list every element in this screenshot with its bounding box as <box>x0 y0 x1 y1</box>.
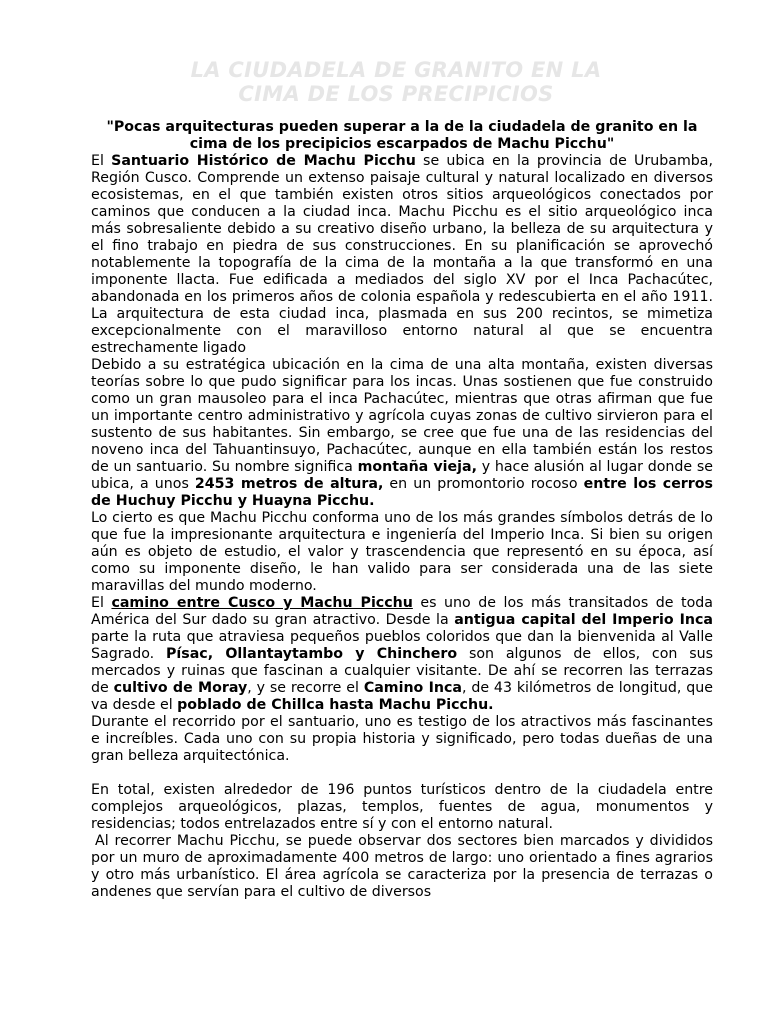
document-title <box>79 58 713 106</box>
p4-bold-camino-inca: Camino Inca <box>363 680 462 696</box>
p4-text-c: es uno de los más transitados de toda América del Sur dado su gran atractivo. Desde la <box>91 595 714 628</box>
p1-bold-santuario: Santuario Histórico de Machu Picchu <box>111 153 416 169</box>
paragraph-1 <box>91 153 713 357</box>
p4-bold-moray: cultivo de Moray <box>113 680 248 696</box>
p4-text-a: El <box>91 595 112 611</box>
p4-bold-capital: antigua capital del Imperio Inca <box>454 612 713 628</box>
p2-text-e: en un promontorio rocoso <box>383 476 584 492</box>
title-line-2: CIMA DE LOS PRECIPICIOS <box>238 82 554 106</box>
p4-bold-chillca: poblado de Chillca hasta Machu Picchu. <box>177 697 494 713</box>
p2-bold-cerros: entre los cerros de Huchuy Picchu y Huayna Picchu. <box>91 476 713 509</box>
paragraph-2 <box>91 357 713 510</box>
p4-text-g: son algunos de ellos, con sus mercados y ruinas que fascinan a cualquier visitante. De ahí se recorren las terrazas de <box>91 646 713 696</box>
p4-bold-pueblos: Písac, Ollantaytambo y Chinchero <box>166 646 458 662</box>
paragraph-7 <box>91 833 713 901</box>
paragraph-6: En total, existen alrededor de 196 puntos turísticos dentro de la ciudadela entre complejos arqueológicos, plazas, templos, fuentes de agua, monumentos y residencias; todos entrelazados entre sí y con el entorno natural. <box>91 782 713 832</box>
p4-text-k: , de 43 kilómetros de longitud, que va desde el <box>91 680 713 713</box>
document-page <box>91 58 713 901</box>
p4-link-camino[interactable]: camino entre Cusco y Machu Picchu <box>111 595 413 611</box>
paragraph-3: Lo cierto es que Machu Picchu conforma uno de los más grandes símbolos detrás de lo que fue la impresionante arquitectura e ingeniería del Imperio Inca. Si bien su origen aún es objeto de estudio, el valor y trascendencia que representó en su época, así como su imponente diseño, le han valido para ser considerada una de las siete maravillas del mundo moderno. <box>91 510 713 594</box>
document-body <box>91 153 713 901</box>
p7-text: Al recorrer Machu Picchu, se puede observar dos sectores bien marcados y divididos por un muro de aproximadamente 400 metros de largo: uno orientado a fines agrarios y otro más urbanístico. El área agrícola se caracteriza por la presencia de terrazas o andenes que servían para el cultivo de diversos <box>91 833 713 900</box>
p1-text-c: se ubica en la provincia de Urubamba, Región Cusco. Comprende un extenso paisaje cultural y natural localizado en diversos ecosistemas, en el que también existen otros sitios arqueológicos conectados por caminos que conducen a la ciudad inca. Machu Picchu es el sitio arqueológico inca más sobresaliente debido a su creativo diseño urbano, la belleza de su arquitectura y el fino trabajo en piedra de sus construcciones. En su planificación se aprovechó notablemente la topografía de la cima de la montaña a la que transformó en una imponente llacta. Fue edificada a mediados del siglo XV por el Inca Pachacútec, abandonada en los primeros años de colonia española y redescubierta en el año 1911. La arquitectura de esta ciudad inca, plasmada en sus 200 recintos, se mimetiza excepcionalmente con el maravilloso entorno natural al que se encuentra estrechamente ligado <box>91 153 713 356</box>
title-line-1: LA CIUDADELA DE GRANITO EN LA <box>190 58 602 82</box>
p2-bold-montana: montaña vieja, <box>357 459 477 475</box>
p1-text-a: El <box>91 153 112 169</box>
p4-text-e: parte la ruta que atraviesa pequeños pueblos coloridos que dan la bienvenida al Valle Sagrado. <box>91 629 713 662</box>
paragraph-4 <box>91 595 713 714</box>
paragraph-5: Durante el recorrido por el santuario, uno es testigo de los atractivos más fascinantes e increíbles. Cada uno con su propia historia y significado, pero todas dueñas de una gran belleza arquitectónica. <box>91 714 713 764</box>
p4-text-i: , y se recorre el <box>247 680 364 696</box>
blank-line <box>91 765 713 782</box>
opening-quote: "Pocas arquitecturas pueden superar a la de la ciudadela de granito en la cima de los precipicios escarpados de Machu Picchu" <box>106 119 698 152</box>
p2-bold-altura: 2453 metros de altura, <box>194 476 384 492</box>
p2-text-a: Debido a su estratégica ubicación en la cima de una alta montaña, existen diversas teorías sobre lo que pudo significar para los incas. Unas sostienen que fue construido como un gran mausoleo para el inca Pachacútec, mientras que otras afirman que fue un importante centro administrativo y agrícola cuyas zonas de cultivo sirvieron para el sustento de sus habitantes. Sin embargo, se cree que fue una de las residencias del noveno inca del Tahuantinsuyo, Pachacútec, aunque en ella también están los restos de un santuario. Su nombre significa <box>91 357 713 475</box>
p2-text-c: y hace alusión al lugar donde se ubica, a unos <box>91 459 713 492</box>
